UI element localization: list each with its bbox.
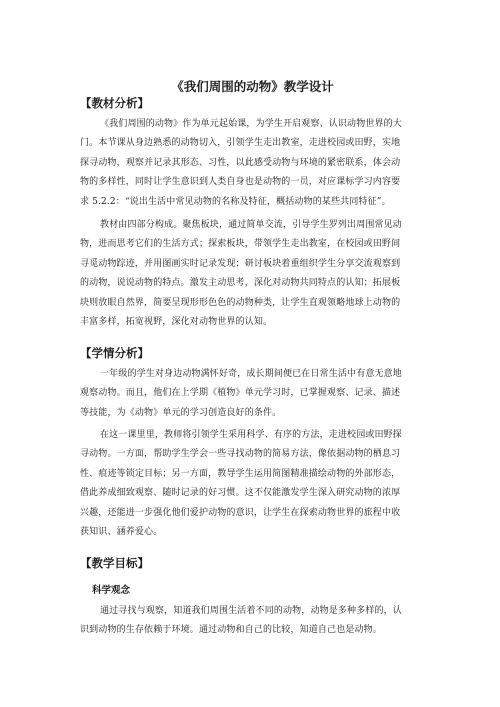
text-line: 物的多样性，同时让学生意识到人类自身也是动物的一员，对应课标学习内容要 (80, 177, 401, 188)
text-line: 探寻动物，观察并记录其形态、习性，以此感受动物与环境的紧密联系，体会动 (80, 157, 401, 168)
text-line: 丰富多样，拓宽视野，深化对动物世界的认知。 (80, 316, 273, 327)
paragraph-student-analysis-1 (80, 365, 425, 423)
paragraph-science-concept (80, 602, 425, 641)
text-line: 观察动物。而且，他们在上学期《植物》单元学习时，已掌握观察、记录、描述 (80, 388, 401, 399)
text-line: 获知识、涵养爱心。 (80, 526, 163, 537)
text-line: 兴趣，还能进一步强化他们爱护动物的意识，让学生在探索动物世界的旅程中收 (80, 507, 401, 518)
text-line: 求 5.2.2：“说出生活中常见动物的名称及特征，概括动物的某些共同特征”。 (80, 196, 391, 207)
text-line: 教材由四部分构成。聚焦板块，通过简单交流，引导学生罗列出周围常见动 (100, 220, 402, 230)
text-line: 门。本节课从身边熟悉的动物切入，引领学生走出教室，走进校园或田野，实地 (80, 138, 401, 149)
text-line: 寻觅动物踪迹，并用图画实时记录发现；研讨板块着重组织学生分享交流观察到 (80, 258, 401, 269)
document-page (80, 0, 425, 707)
document-title: 《我们周围的动物》教学设计 (171, 79, 334, 94)
text-line: 寻动物。一方面，帮助学生学会一些寻找动物的简易方法，像依据动物的栖息习 (80, 449, 401, 460)
text-line: 块则放眼自然界，简要呈现形形色色的动物种类，让学生直观领略地球上动物的 (80, 297, 401, 308)
paragraph-textbook-analysis-1 (80, 115, 425, 212)
text-line: 物，进而思考它们的生活方式；探索板块，带领学生走出教室，在校园或田野间 (80, 239, 401, 250)
text-line: 等技能，为《动物》单元的学习创造良好的条件。 (80, 407, 282, 418)
text-line: 在这一课里里，教师将引领学生采用科学、有序的方法，走进校园或田野探 (100, 430, 402, 440)
text-line: 一年级的学生对身边动物满怀好奇，成长期间便已在日常生活中有意无意地 (100, 369, 402, 379)
text-line: 《我们周围的动物》作为单元起始课，为学生开启观察、认识动物世界的大 (100, 119, 402, 129)
paragraph-textbook-analysis-2 (80, 216, 425, 332)
section-heading-textbook-analysis: 【教材分析】 (80, 96, 149, 110)
section-heading-teaching-goals: 【教学目标】 (80, 556, 149, 570)
text-line: 通过寻找与观察，知道我们周围生活着不同的动物，动物是多种多样的，认 (100, 606, 402, 616)
text-line: 识到动物的生存依赖于环境。通过动物和自己的比较，知道自己也是动物。 (80, 625, 382, 636)
text-line: 借此养成细致观察、随时记录的好习惯。这不仅能激发学生深入研究动物的浓厚 (80, 488, 401, 499)
subheading-science-concept: 科学观念 (92, 585, 131, 596)
section-heading-student-analysis: 【学情分析】 (80, 346, 149, 360)
paragraph-student-analysis-2 (80, 426, 425, 542)
text-line: 的动物，说说动物的特点。激发主动思考，深化对动物共同特点的认知；拓展板 (80, 278, 401, 289)
text-line: 性、痕迹等锁定目标；另一方面，教导学生运用简图精准描绘动物的外部形态， (80, 468, 401, 479)
